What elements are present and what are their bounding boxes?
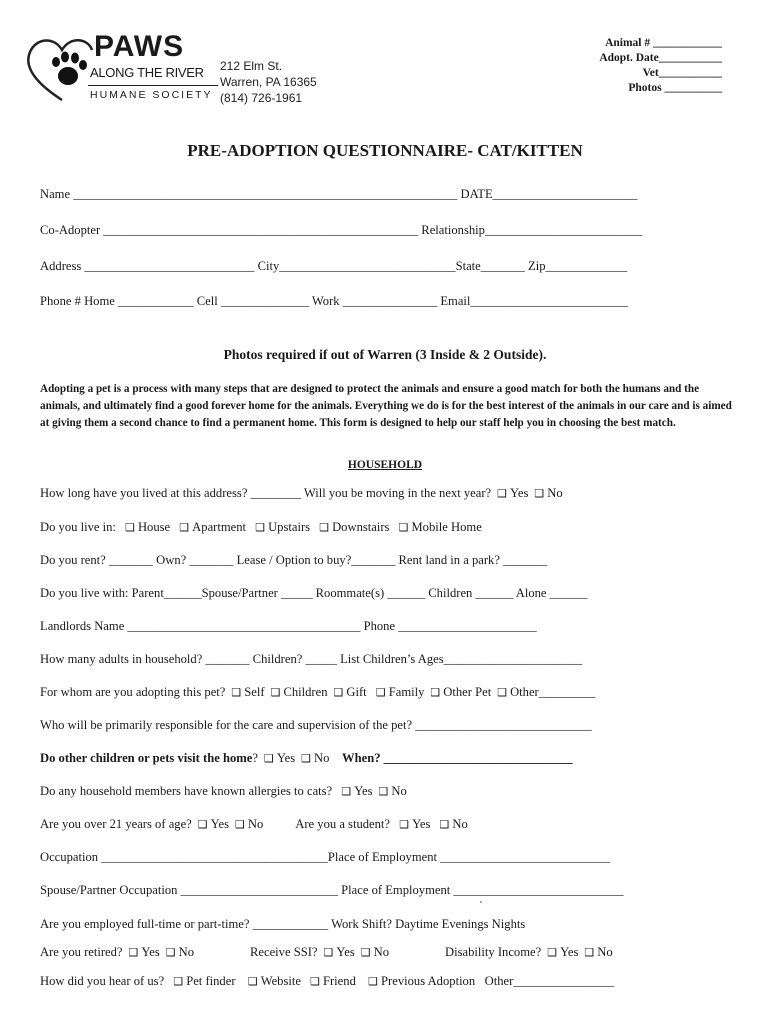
question-spouse-occupation[interactable]: Spouse/Partner Occupation _________________________ Place of Employment ___________________________ (40, 883, 624, 897)
address-phone: (814) 726-1961 (220, 91, 303, 105)
checkbox-icon[interactable]: ❑ (430, 686, 441, 699)
question-employment[interactable]: Are you employed full-time or part-time? ____________ Work Shift? Daytime Evenings Nights (40, 917, 526, 931)
animal-number-field[interactable]: Animal # ____________ (605, 37, 722, 49)
office-use-fields (599, 36, 722, 96)
checkbox-icon[interactable]: ❑ (270, 686, 281, 699)
photos-required-note: Photos required if out of Warren (3 Inside & 2 Outside). (223, 347, 547, 362)
logo-society-text: HUMANE SOCIETY (90, 89, 213, 101)
address-city: Warren, PA 16365 (220, 75, 317, 89)
question-live-in (40, 520, 482, 535)
question-student: Are you a student? (295, 817, 391, 831)
checkbox-icon[interactable]: ❑ (165, 946, 176, 959)
checkbox-icon[interactable]: ❑ (368, 975, 379, 988)
question-mark: ? (252, 751, 258, 765)
checkbox-icon[interactable]: ❑ (263, 752, 274, 765)
co-adopter-line[interactable]: Co-Adopter __________________________________________________ Relationship_________________________ (40, 223, 643, 237)
option-no: No (391, 784, 407, 798)
option-yes: Yes (354, 784, 373, 798)
checkbox-icon[interactable]: ❑ (197, 818, 208, 831)
option-no: No (247, 817, 264, 831)
checkbox-icon[interactable]: ❑ (319, 521, 330, 534)
question-live-with[interactable]: Do you live with: Parent______Spouse/Partner _____ Roommate(s) ______ Children ______ Alone ______ (40, 586, 588, 600)
checkbox-icon[interactable]: ❑ (255, 521, 266, 534)
logo-divider (88, 85, 218, 86)
checkbox-icon[interactable]: ❑ (398, 521, 409, 534)
question-text: Are you retired? (40, 945, 123, 959)
question-visitors (40, 751, 573, 766)
checkbox-icon[interactable]: ❑ (333, 686, 344, 699)
option-yes: Yes (510, 486, 529, 500)
checkbox-icon[interactable]: ❑ (341, 785, 352, 798)
checkbox-icon[interactable]: ❑ (534, 487, 545, 500)
stray-mark (480, 901, 482, 903)
option-other: Other_________ (510, 685, 596, 699)
question-allergies (40, 784, 407, 799)
option-no: No (373, 945, 389, 959)
option-no: No (314, 751, 330, 765)
option-house: House (137, 520, 171, 534)
question-age-student (40, 817, 468, 832)
address-street: 212 Elm St. (220, 59, 283, 73)
option-upstairs: Upstairs (268, 520, 311, 534)
checkbox-icon[interactable]: ❑ (497, 487, 508, 500)
option-yes: Yes (412, 817, 431, 831)
question-responsible[interactable]: Who will be primarily responsible for the care and supervision of the pet? ____________________________ (40, 718, 592, 732)
question-text: How did you hear of us? (40, 974, 165, 988)
question-for-whom (40, 685, 595, 700)
question-landlord[interactable]: Landlords Name _____________________________________ Phone ______________________ (40, 619, 537, 633)
option-yes: Yes (336, 945, 355, 959)
option-no: No (178, 945, 195, 959)
question-text: Do any household members have known allergies to cats? (40, 784, 333, 798)
phone-line[interactable]: Phone # Home ____________ Cell ______________ Work _______________ Email_________________________ (40, 294, 628, 308)
checkbox-icon[interactable]: ❑ (584, 946, 595, 959)
when-field[interactable]: When? ______________________________ (342, 751, 573, 765)
checkbox-icon[interactable]: ❑ (547, 946, 558, 959)
logo-river-text: ALONG THE RIVER (90, 65, 204, 80)
address-line[interactable]: Address ___________________________ City____________________________State_______ Zip_____________ (40, 259, 628, 273)
option-self: Self (244, 685, 265, 699)
option-no: No (452, 817, 468, 831)
name-date-line[interactable]: Name _____________________________________________________________ DATE_______________________ (40, 187, 638, 201)
option-friend: Friend (322, 974, 356, 988)
checkbox-icon[interactable]: ❑ (497, 686, 508, 699)
checkbox-icon[interactable]: ❑ (125, 521, 135, 534)
option-mobile-home: Mobile Home (411, 520, 482, 534)
option-yes: Yes (210, 817, 229, 831)
question-text: Are you over 21 years of age? (40, 817, 192, 831)
question-occupation[interactable]: Occupation ____________________________________Place of Employment ___________________________ (40, 850, 611, 864)
option-children: Children (283, 685, 328, 699)
checkbox-icon[interactable]: ❑ (310, 975, 320, 988)
question-move (40, 486, 563, 501)
question-heard-of-us (40, 974, 614, 989)
photos-field[interactable]: Photos __________ (628, 82, 722, 94)
question-retired (40, 945, 613, 960)
checkbox-icon[interactable]: ❑ (399, 818, 410, 831)
option-previous-adoption: Previous Adoption (381, 974, 476, 988)
question-text: Do you live in: (40, 520, 116, 534)
option-yes: Yes (276, 751, 296, 765)
vet-field[interactable]: Vet___________ (642, 67, 722, 79)
question-rent[interactable]: Do you rent? _______ Own? _______ Lease / Option to buy?_______ Rent land in a park? _______ (40, 553, 548, 567)
checkbox-icon[interactable]: ❑ (375, 686, 386, 699)
option-no: No (597, 945, 613, 959)
checkbox-icon[interactable]: ❑ (301, 752, 312, 765)
question-text: How long have you lived at this address? ________ Will you be moving in the next year? (40, 486, 492, 500)
household-heading: HOUSEHOLD (347, 459, 423, 471)
option-downstairs: Downstairs (332, 520, 390, 534)
checkbox-icon[interactable]: ❑ (179, 521, 190, 534)
question-ssi: Receive SSI? (250, 945, 318, 959)
option-apartment: Apartment (192, 520, 247, 534)
question-disability: Disability Income? (445, 945, 542, 959)
checkbox-icon[interactable]: ❑ (128, 946, 139, 959)
logo-paws-text: PAWS (94, 30, 185, 63)
option-yes: Yes (560, 945, 579, 959)
option-yes: Yes (141, 945, 160, 959)
page-title: PRE-ADOPTION QUESTIONNAIRE- CAT/KITTEN (187, 141, 583, 160)
option-gift: Gift (346, 685, 367, 699)
option-pet-finder: Pet finder (186, 974, 236, 988)
question-text: Do other children or pets visit the home (40, 751, 253, 765)
question-text: For whom are you adopting this pet? (40, 685, 226, 699)
checkbox-icon[interactable]: ❑ (173, 975, 184, 988)
checkbox-icon[interactable]: ❑ (439, 818, 450, 831)
checkbox-icon[interactable]: ❑ (378, 785, 389, 798)
adopt-date-field[interactable]: Adopt. Date___________ (599, 52, 722, 64)
option-family: Family (388, 685, 425, 699)
checkbox-icon[interactable]: ❑ (234, 818, 245, 831)
shelter-address (220, 58, 317, 106)
paws-logo (24, 30, 214, 110)
intro-paragraph: Adopting a pet is a process with many steps that are designed to protect the animals and ensure a good match for both the humans and the animals, and ultimately find a good forever home for the animals. Everything we do is for the best interest of the animals in our care and is aimed at giving them a second chance to find a permanent home. This form is designed to help our staff help you in choosing the best match. (40, 383, 732, 429)
checkbox-icon[interactable]: ❑ (360, 946, 371, 959)
option-other-pet: Other Pet (443, 685, 492, 699)
checkbox-icon[interactable]: ❑ (323, 946, 334, 959)
checkbox-icon[interactable]: ❑ (247, 975, 258, 988)
question-adults[interactable]: How many adults in household? _______ Children? _____ List Children’s Ages______________________ (40, 652, 583, 666)
checkbox-icon[interactable]: ❑ (231, 686, 242, 699)
option-other-field[interactable]: Other________________ (484, 974, 615, 988)
option-website: Website (260, 974, 301, 988)
option-no: No (547, 486, 563, 500)
